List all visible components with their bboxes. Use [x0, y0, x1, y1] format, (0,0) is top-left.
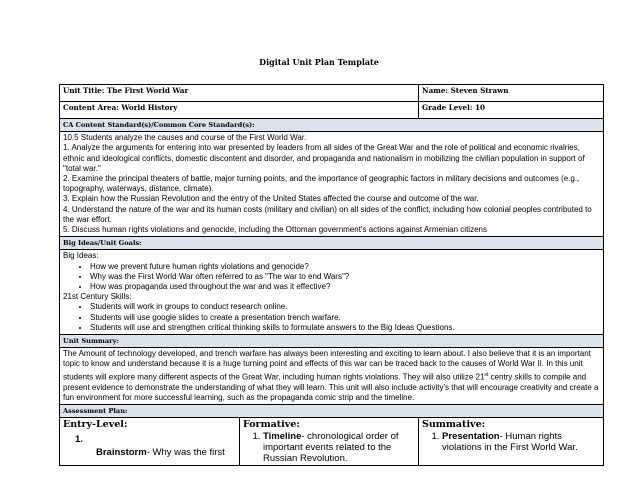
- name-cell[interactable]: [419, 85, 604, 102]
- big-ideas-label: Big Ideas/Unit Goals:: [63, 239, 142, 248]
- skills-heading: 21st Century Skills:: [63, 292, 132, 302]
- summary-text: The Amount of technology developed, and trench warfare has always been interesting and exciting to learn about. I also believe that it is an important topic to know and understand because it is a huge turning point and effects of this war can be traced back to the causes of World War II. In this unit students will explore many different aspects of the Great War, including human rights violations. They will also utilize 21st centry skills to compile and present evidence to demonstrate the understanding of what they will learn. This unit will also include activity's that will encourage creativity and create a fun environment for more successful learning, such as the propaganda comic strip and the timeline.: [63, 349, 599, 402]
- big-ideas-label-row: [60, 237, 604, 250]
- skills-list: [63, 302, 600, 333]
- standard-line: 5. Discuss human rights violations and genocide, including the Ottoman government's actions against Armenian citizens: [63, 225, 487, 235]
- document-title: Digital Unit Plan Template: [259, 57, 379, 67]
- summative-list: [422, 431, 600, 453]
- entry-level-heading: Entry-Level:: [63, 419, 128, 431]
- standards-label-row: [60, 119, 604, 132]
- unit-title-cell[interactable]: [60, 85, 419, 102]
- entry-level-cell[interactable]: [60, 418, 240, 466]
- standard-line: 10.5 Students analyze the causes and course of the First World War.: [63, 133, 307, 143]
- formative-cell[interactable]: [240, 418, 419, 466]
- list-item: • How was propaganda used throughout the war and was it effective?: [90, 282, 600, 292]
- big-ideas-heading: Big Ideas:: [63, 251, 99, 261]
- assessment-row: [60, 418, 604, 466]
- list-item: 1. Presentation- Human rights violations in the First World War.: [442, 431, 600, 453]
- standard-line: 3. Explain how the Russian Revolution and the entry of the United States affected the course and outcome of the war.: [63, 194, 479, 204]
- summative-cell[interactable]: [419, 418, 604, 466]
- summative-heading: Summative:: [422, 419, 486, 431]
- standards-cell[interactable]: [60, 132, 604, 237]
- summary-cell[interactable]: [60, 348, 604, 405]
- list-item: • Students will use and strengthen critical thinking skills to formulate answers to the Big Ideas Questions.: [90, 323, 600, 333]
- list-item: • Students will use google slides to create a presentation trench warfare.: [90, 313, 600, 323]
- grade-level-cell[interactable]: [419, 102, 604, 119]
- big-ideas-cell[interactable]: [60, 250, 604, 335]
- standards-label: CA Content Standard(s)/Common Core Standard(s):: [63, 121, 255, 129]
- grade-level: Grade Level: 10: [422, 103, 485, 112]
- list-item: • How we prevent future human rights violations and genocide?: [90, 262, 600, 272]
- content-area-cell[interactable]: [60, 102, 419, 119]
- header-row-2: [60, 102, 604, 119]
- big-ideas-list: [63, 262, 600, 293]
- list-item: 1. Timeline- chronological order of important events related to the Russian Revolution.: [263, 431, 415, 464]
- header-row-1: [60, 85, 604, 102]
- author-name: Name: Steven Strawn: [422, 86, 509, 95]
- standards-row: [60, 132, 604, 237]
- entry-item: Brainstorm- Why was the first: [96, 447, 225, 459]
- formative-list: [243, 431, 415, 464]
- standard-line: 4. Understand the nature of the war and its human costs (military and civilian) on all sides of the conflict, including how colonial peoples contributed to the war effort.: [63, 204, 592, 224]
- standard-line: 1. Analyze the arguments for entering into war presented by leaders from all sides of the Great War and the role of political and economic rivalries, ethnic and ideological conflicts, domestic discontent and disorder, and propaganda and nationalism in mobilizing the civilian population in support of "total war.": [63, 143, 585, 173]
- summary-label-row: [60, 335, 604, 348]
- entry-item-number: 1.: [75, 434, 83, 446]
- standard-line: 2. Examine the principal theaters of battle, major turning points, and the importance of geographic factors in military decisions and outcomes (e.g., topography, waterways, distance, climate).: [63, 174, 580, 194]
- content-area: Content Area: World History: [63, 103, 178, 112]
- big-ideas-row: [60, 250, 604, 335]
- summary-row: [60, 348, 604, 405]
- unit-title: Unit Title: The First World War: [63, 86, 189, 95]
- list-item: • Students will work in groups to conduct research online.: [90, 302, 600, 312]
- unit-plan-table: [59, 84, 604, 466]
- list-item: • Why was the First World War often referred to as "The war to end Wars"?: [90, 272, 600, 282]
- summary-label: Unit Summary:: [63, 337, 119, 346]
- formative-heading: Formative:: [243, 419, 300, 431]
- assessment-label-row: [60, 404, 604, 417]
- assessment-label: Assessment Plan:: [63, 406, 128, 415]
